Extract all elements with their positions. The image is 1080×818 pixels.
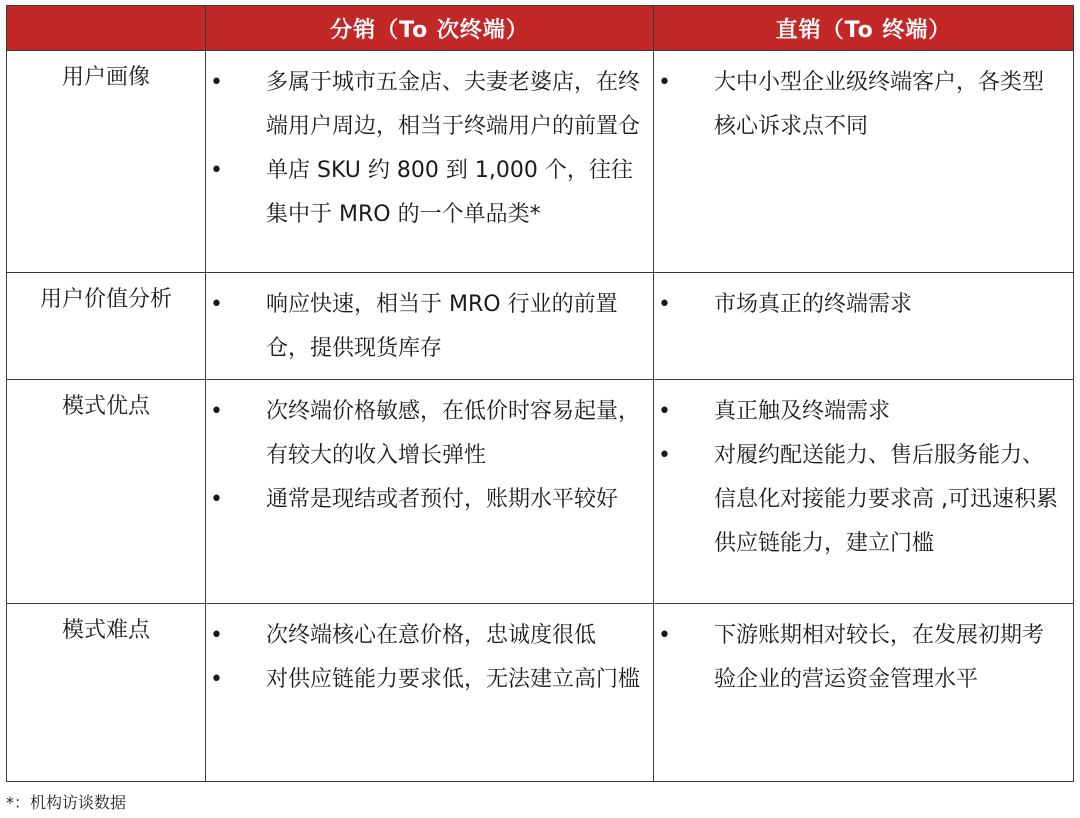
list-item: • 次终端价格敏感，在低价时容易起量，有较大的收入增长弹性 [206, 390, 645, 478]
list-item: • 多属于城市五金店、夫妻老婆店，在终端用户周边，相当于终端用户的前置仓 [206, 61, 645, 149]
list-item: • 通常是现结或者预付，账期水平较好 [206, 478, 645, 522]
row-label: 用户价值分析 [7, 273, 206, 380]
bullet-icon: • [210, 399, 223, 424]
bullet-icon: • [210, 667, 223, 692]
table-row [7, 273, 1074, 380]
list-item: • 对供应链能力要求低，无法建立高门槛 [206, 658, 645, 702]
list-item: • 单店 SKU 约 800 到 1,000 个，往往集中于 MRO 的一个单品类* [206, 149, 645, 237]
list-item: • 响应快速，相当于 MRO 行业的前置仓，提供现货库存 [206, 283, 645, 371]
bullet-icon: • [658, 292, 671, 317]
direct-cell [654, 51, 1074, 273]
direct-cell [654, 604, 1074, 782]
bullet-icon: • [210, 623, 223, 648]
header-blank-cell [7, 6, 206, 51]
footnote: *：机构访谈数据 [6, 793, 127, 812]
bullet-icon: • [658, 623, 671, 648]
bullet-icon: • [210, 70, 223, 95]
bullet-icon: • [658, 443, 671, 468]
bullet-icon: • [210, 292, 223, 317]
bullet-icon: • [210, 487, 223, 512]
list-item: • 真正触及终端需求 [654, 390, 1065, 434]
list-item: • 对履约配送能力、售后服务能力、信息化对接能力要求高 ,可迅速积累供应链能力，建立门槛 [654, 434, 1065, 566]
table-row [7, 51, 1074, 273]
row-label: 模式优点 [7, 380, 206, 604]
list-item: • 次终端核心在意价格，忠诚度很低 [206, 614, 645, 658]
list-item: • 下游账期相对较长，在发展初期考验企业的营运资金管理水平 [654, 614, 1065, 702]
bullet-icon: • [658, 70, 671, 95]
row-label: 模式难点 [7, 604, 206, 782]
table-row [7, 604, 1074, 782]
header-direct-sales: 直销（To 终端） [654, 6, 1074, 51]
distribution-cell [206, 51, 654, 273]
table-row [7, 380, 1074, 604]
bullet-icon: • [658, 399, 671, 424]
row-label: 用户画像 [7, 51, 206, 273]
list-item: • 大中小型企业级终端客户，各类型核心诉求点不同 [654, 61, 1065, 149]
comparison-table [6, 5, 1074, 782]
distribution-cell [206, 273, 654, 380]
direct-cell [654, 273, 1074, 380]
direct-cell [654, 380, 1074, 604]
header-row [7, 6, 1074, 51]
list-item: • 市场真正的终端需求 [654, 283, 1065, 327]
distribution-cell [206, 380, 654, 604]
distribution-cell [206, 604, 654, 782]
header-distribution: 分销（To 次终端） [206, 6, 654, 51]
bullet-icon: • [210, 158, 223, 183]
